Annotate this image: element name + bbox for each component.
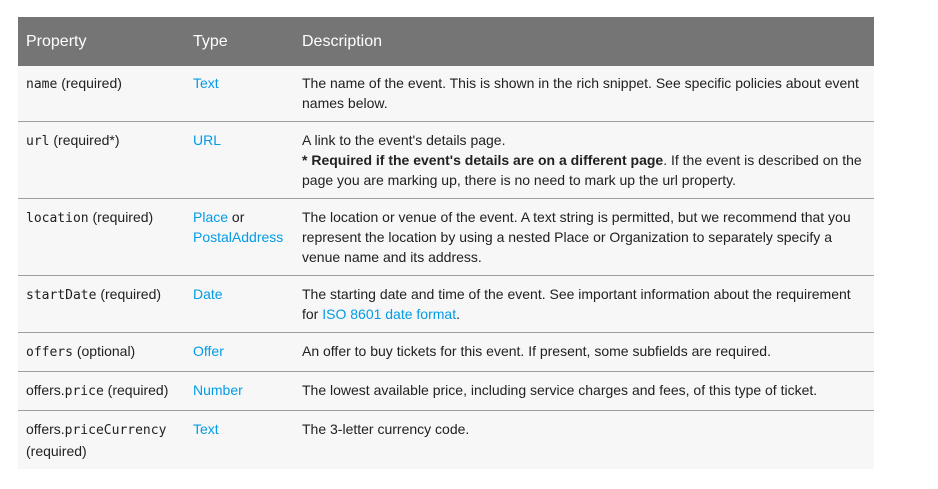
property-requirement: (required*) bbox=[49, 132, 120, 148]
table-row bbox=[18, 411, 874, 470]
type-link-postaladdress[interactable]: PostalAddress bbox=[193, 229, 284, 245]
property-name: offers bbox=[26, 345, 73, 360]
property-name: name bbox=[26, 77, 58, 92]
description-cell: An offer to buy tickets for this event. If present, some subfields are required. bbox=[294, 333, 874, 372]
type-cell bbox=[185, 276, 294, 333]
property-requirement: (required) bbox=[103, 382, 169, 398]
type-link-url[interactable]: URL bbox=[193, 132, 222, 148]
property-requirement: (optional) bbox=[72, 343, 136, 359]
table-row bbox=[18, 199, 874, 276]
property-cell bbox=[18, 372, 185, 411]
property-requirement: (required) bbox=[57, 75, 122, 91]
event-properties-table-container bbox=[18, 17, 874, 469]
property-name: priceCurrency bbox=[64, 423, 167, 438]
description-cell bbox=[294, 276, 874, 333]
property-cell bbox=[18, 122, 185, 199]
type-cell bbox=[185, 372, 294, 411]
type-joiner: or bbox=[228, 209, 245, 225]
description-cell: The 3-letter currency code. bbox=[294, 411, 874, 470]
event-properties-table bbox=[18, 17, 874, 469]
property-cell bbox=[18, 333, 185, 372]
property-prefix: offers. bbox=[26, 382, 65, 398]
table-header-row bbox=[18, 17, 874, 66]
description-text: The starting date and time of the event. See important information about the requirement for bbox=[302, 286, 851, 322]
type-cell bbox=[185, 199, 294, 276]
description-note-rest: . If the event is described on the page you are marking up, there is no need to mark up the url property. bbox=[302, 152, 862, 188]
type-link-offer[interactable]: Offer bbox=[193, 343, 224, 359]
property-cell bbox=[18, 199, 185, 276]
property-cell bbox=[18, 276, 185, 333]
description-cell bbox=[294, 122, 874, 199]
property-name: startDate bbox=[26, 288, 97, 303]
property-name: price bbox=[64, 384, 104, 399]
table-row bbox=[18, 66, 874, 122]
description-cell: The location or venue of the event. A text string is permitted, but we recommend that you represent the location by using a nested Place or Organization to separately specify a venue name and its address. bbox=[294, 199, 874, 276]
iso-8601-link[interactable]: ISO 8601 date format bbox=[322, 306, 457, 322]
type-link-text[interactable]: Text bbox=[193, 75, 219, 91]
type-cell bbox=[185, 411, 294, 470]
header-description: Description bbox=[294, 17, 874, 66]
table-row bbox=[18, 372, 874, 411]
description-text: A link to the event's details page. bbox=[302, 132, 506, 148]
description-tail: . bbox=[456, 306, 460, 322]
property-name: location bbox=[26, 211, 89, 226]
property-name: url bbox=[26, 134, 50, 149]
property-requirement: (required) bbox=[96, 286, 162, 302]
property-prefix: offers. bbox=[26, 421, 65, 437]
property-cell bbox=[18, 66, 185, 122]
table-row bbox=[18, 276, 874, 333]
header-type: Type bbox=[185, 17, 294, 66]
description-cell: The lowest available price, including service charges and fees, of this type of ticket. bbox=[294, 372, 874, 411]
table-row bbox=[18, 333, 874, 372]
property-requirement: (required) bbox=[26, 443, 87, 459]
type-link-place[interactable]: Place bbox=[193, 209, 229, 225]
description-note-bold: * Required if the event's details are on a different page bbox=[302, 152, 664, 168]
type-cell bbox=[185, 122, 294, 199]
table-row bbox=[18, 122, 874, 199]
type-cell bbox=[185, 333, 294, 372]
type-link-text[interactable]: Text bbox=[193, 421, 219, 437]
description-cell: The name of the event. This is shown in the rich snippet. See specific policies about event names below. bbox=[302, 75, 859, 111]
header-property: Property bbox=[18, 17, 185, 66]
type-link-number[interactable]: Number bbox=[193, 382, 243, 398]
type-cell bbox=[185, 66, 294, 122]
property-cell bbox=[18, 411, 185, 470]
property-requirement: (required) bbox=[88, 209, 154, 225]
type-link-date[interactable]: Date bbox=[193, 286, 223, 302]
